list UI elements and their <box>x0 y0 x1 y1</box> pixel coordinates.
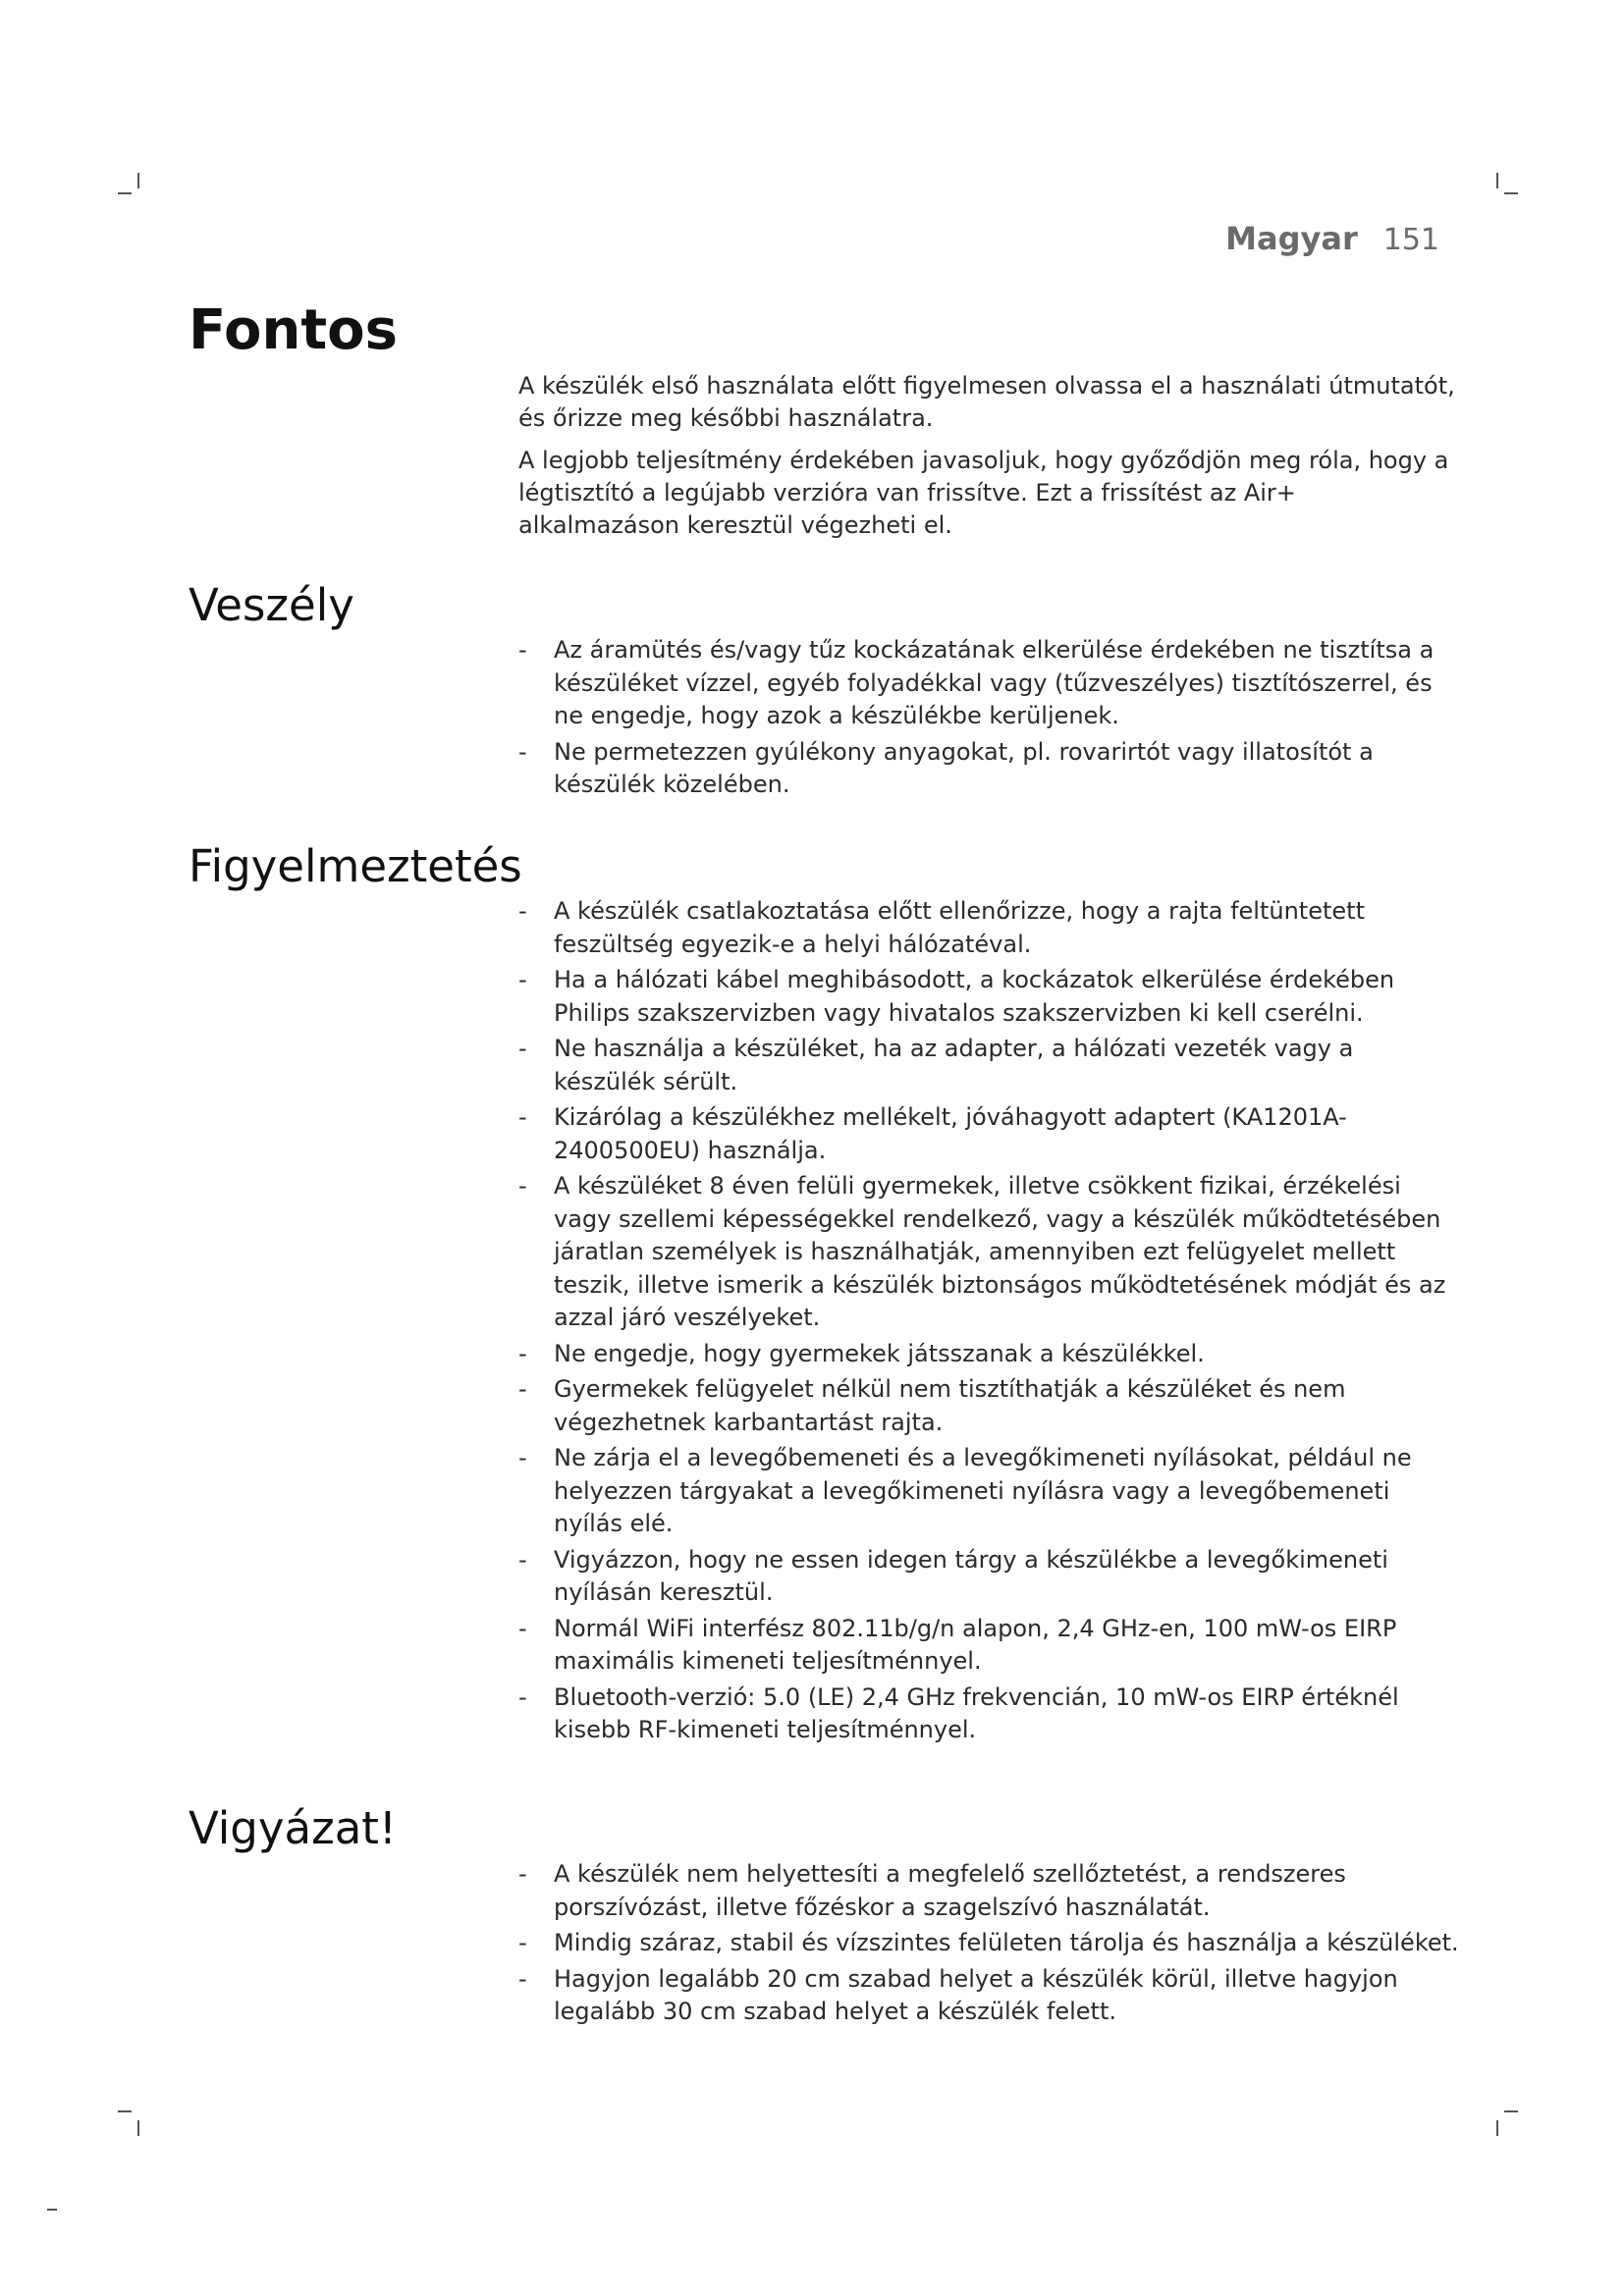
veszely-list <box>518 634 1461 805</box>
bullet-dash: - <box>518 1172 527 1200</box>
list-item: - Ha a hálózati kábel meghibásodott, a kockázatok elkerülése érdekében Philips szakszervizben vagy hivatalos szakszervizben ki kell cserélni. <box>518 966 1395 1027</box>
list-item: - Ne engedje, hogy gyermekek játsszanak a készülékkel. <box>518 1338 1461 1371</box>
bullet-dash: - <box>518 1964 527 1993</box>
bullet-dash: - <box>518 1035 527 1062</box>
header-language: Magyar <box>1225 220 1358 257</box>
heading-veszely: Veszély <box>189 579 354 631</box>
page-header <box>1225 220 1439 257</box>
list-item: - Mindig száraz, stabil és vízszintes felületen tárolja és használja a készüléket. <box>518 1927 1461 1960</box>
crop-mark <box>118 2110 132 2112</box>
list-item: - Gyermekek felügyelet nélkül nem tisztíthatják a készüléket és nem végezhetnek karbantartást rajta. <box>518 1375 1346 1436</box>
crop-mark <box>1496 173 1498 188</box>
bullet-dash: - <box>518 1929 527 1956</box>
bullet-dash: - <box>518 897 527 925</box>
bullet-dash: - <box>518 1682 527 1711</box>
bullet-dash: - <box>518 1339 527 1367</box>
list-item: - Az áramütés és/vagy tűz kockázatának elkerülése érdekében ne tisztítsa a készüléket vízzel, egyéb folyadékkal vagy (tűzveszélyes) tisztítószerrel, és ne engedje, hogy azok a készülékbe kerüljenek. <box>518 636 1435 729</box>
bullet-dash: - <box>518 1545 527 1574</box>
crop-mark <box>137 173 139 188</box>
crop-mark <box>47 2209 57 2211</box>
bullet-dash: - <box>518 966 527 993</box>
list-item: - A készülék nem helyettesíti a megfelelő szellőztetést, a rendszeres porszívózást, illetve főzéskor a szagelszívó használatát. <box>518 1860 1346 1921</box>
list-item: - Ne permetezzen gyúlékony anyagokat, pl. rovarirtót vagy illatosítót a készülék közelében. <box>518 737 1374 798</box>
list-item: - A készüléket 8 éven felüli gyermekek, illetve csökkent fizikai, érzékelési vagy szellemi képességekkel rendelkező, vagy a készülék működtetésében járatlan személyek is használhatják, amennyiben ezt felügyelet mellett teszik, illetve ismerik a készülék biztonságos működtetésének módját és az azzal járó veszélyeket. <box>518 1172 1446 1331</box>
list-item: - Bluetooth-verzió: 5.0 (LE) 2,4 GHz frekvencián, 10 mW-os EIRP értéknél kisebb RF-kimeneti teljesítménnyel. <box>518 1682 1399 1743</box>
bullet-dash: - <box>518 1860 527 1888</box>
bullet-dash: - <box>518 636 527 664</box>
bullet-dash: - <box>518 1375 527 1403</box>
bullet-dash: - <box>518 1444 527 1471</box>
crop-mark <box>118 192 132 194</box>
bullet-dash: - <box>518 1103 527 1131</box>
figyelmeztetes-list <box>518 895 1461 1750</box>
heading-fontos: Fontos <box>189 298 398 362</box>
crop-mark <box>137 2120 139 2136</box>
list-item: - Ne zárja el a levegőbemeneti és a levegőkimeneti nyílásokat, például ne helyezzen tárgyakat a levegőkimeneti nyílásra vagy a levegőbemeneti nyílás elé. <box>518 1444 1412 1537</box>
heading-figyelmeztetes: Figyelmeztetés <box>189 840 522 892</box>
fontos-paragraph: A készülék első használata előtt figyelmesen olvassa el a használati útmutatót, és őrizze meg későbbi használatra. <box>518 372 1455 432</box>
heading-vigyazat: Vigyázat! <box>189 1802 397 1854</box>
list-item: - Ne használja a készüléket, ha az adapter, a hálózati vezeték vagy a készülék sérült. <box>518 1035 1354 1095</box>
list-item: - A készülék csatlakoztatása előtt ellenőrizze, hogy a rajta feltüntetett feszültség egyezik-e a helyi hálózatéval. <box>518 897 1365 958</box>
list-item: - Kizárólag a készülékhez mellékelt, jóváhagyott adaptert (KA1201A-2400500EU) használja. <box>518 1103 1347 1164</box>
bullet-dash: - <box>518 737 527 766</box>
list-item: - Vigyázzon, hogy ne essen idegen tárgy a készülékbe a levegőkimeneti nyílásán keresztül. <box>518 1545 1388 1606</box>
crop-mark <box>1496 2120 1498 2136</box>
crop-mark <box>1504 192 1518 194</box>
vigyazat-list <box>518 1858 1461 2032</box>
list-item: - Normál WiFi interfész 802.11b/g/n alapon, 2,4 GHz-en, 100 mW-os EIRP maximális kimeneti teljesítménnyel. <box>518 1614 1397 1675</box>
page-number: 151 <box>1382 223 1439 257</box>
fontos-paragraph: A legjobb teljesítmény érdekében javasoljuk, hogy győződjön meg róla, hogy a légtisztító a legújabb verzióra van frissítve. Ezt a frissítést az Air+ alkalmazáson keresztül végezheti el. <box>518 447 1449 539</box>
crop-mark <box>1504 2110 1518 2112</box>
bullet-dash: - <box>518 1614 527 1642</box>
list-item: - Hagyjon legalább 20 cm szabad helyet a készülék körül, illetve hagyjon legalább 30 cm szabad helyet a készülék felett. <box>518 1964 1398 2025</box>
fontos-body <box>518 370 1461 552</box>
